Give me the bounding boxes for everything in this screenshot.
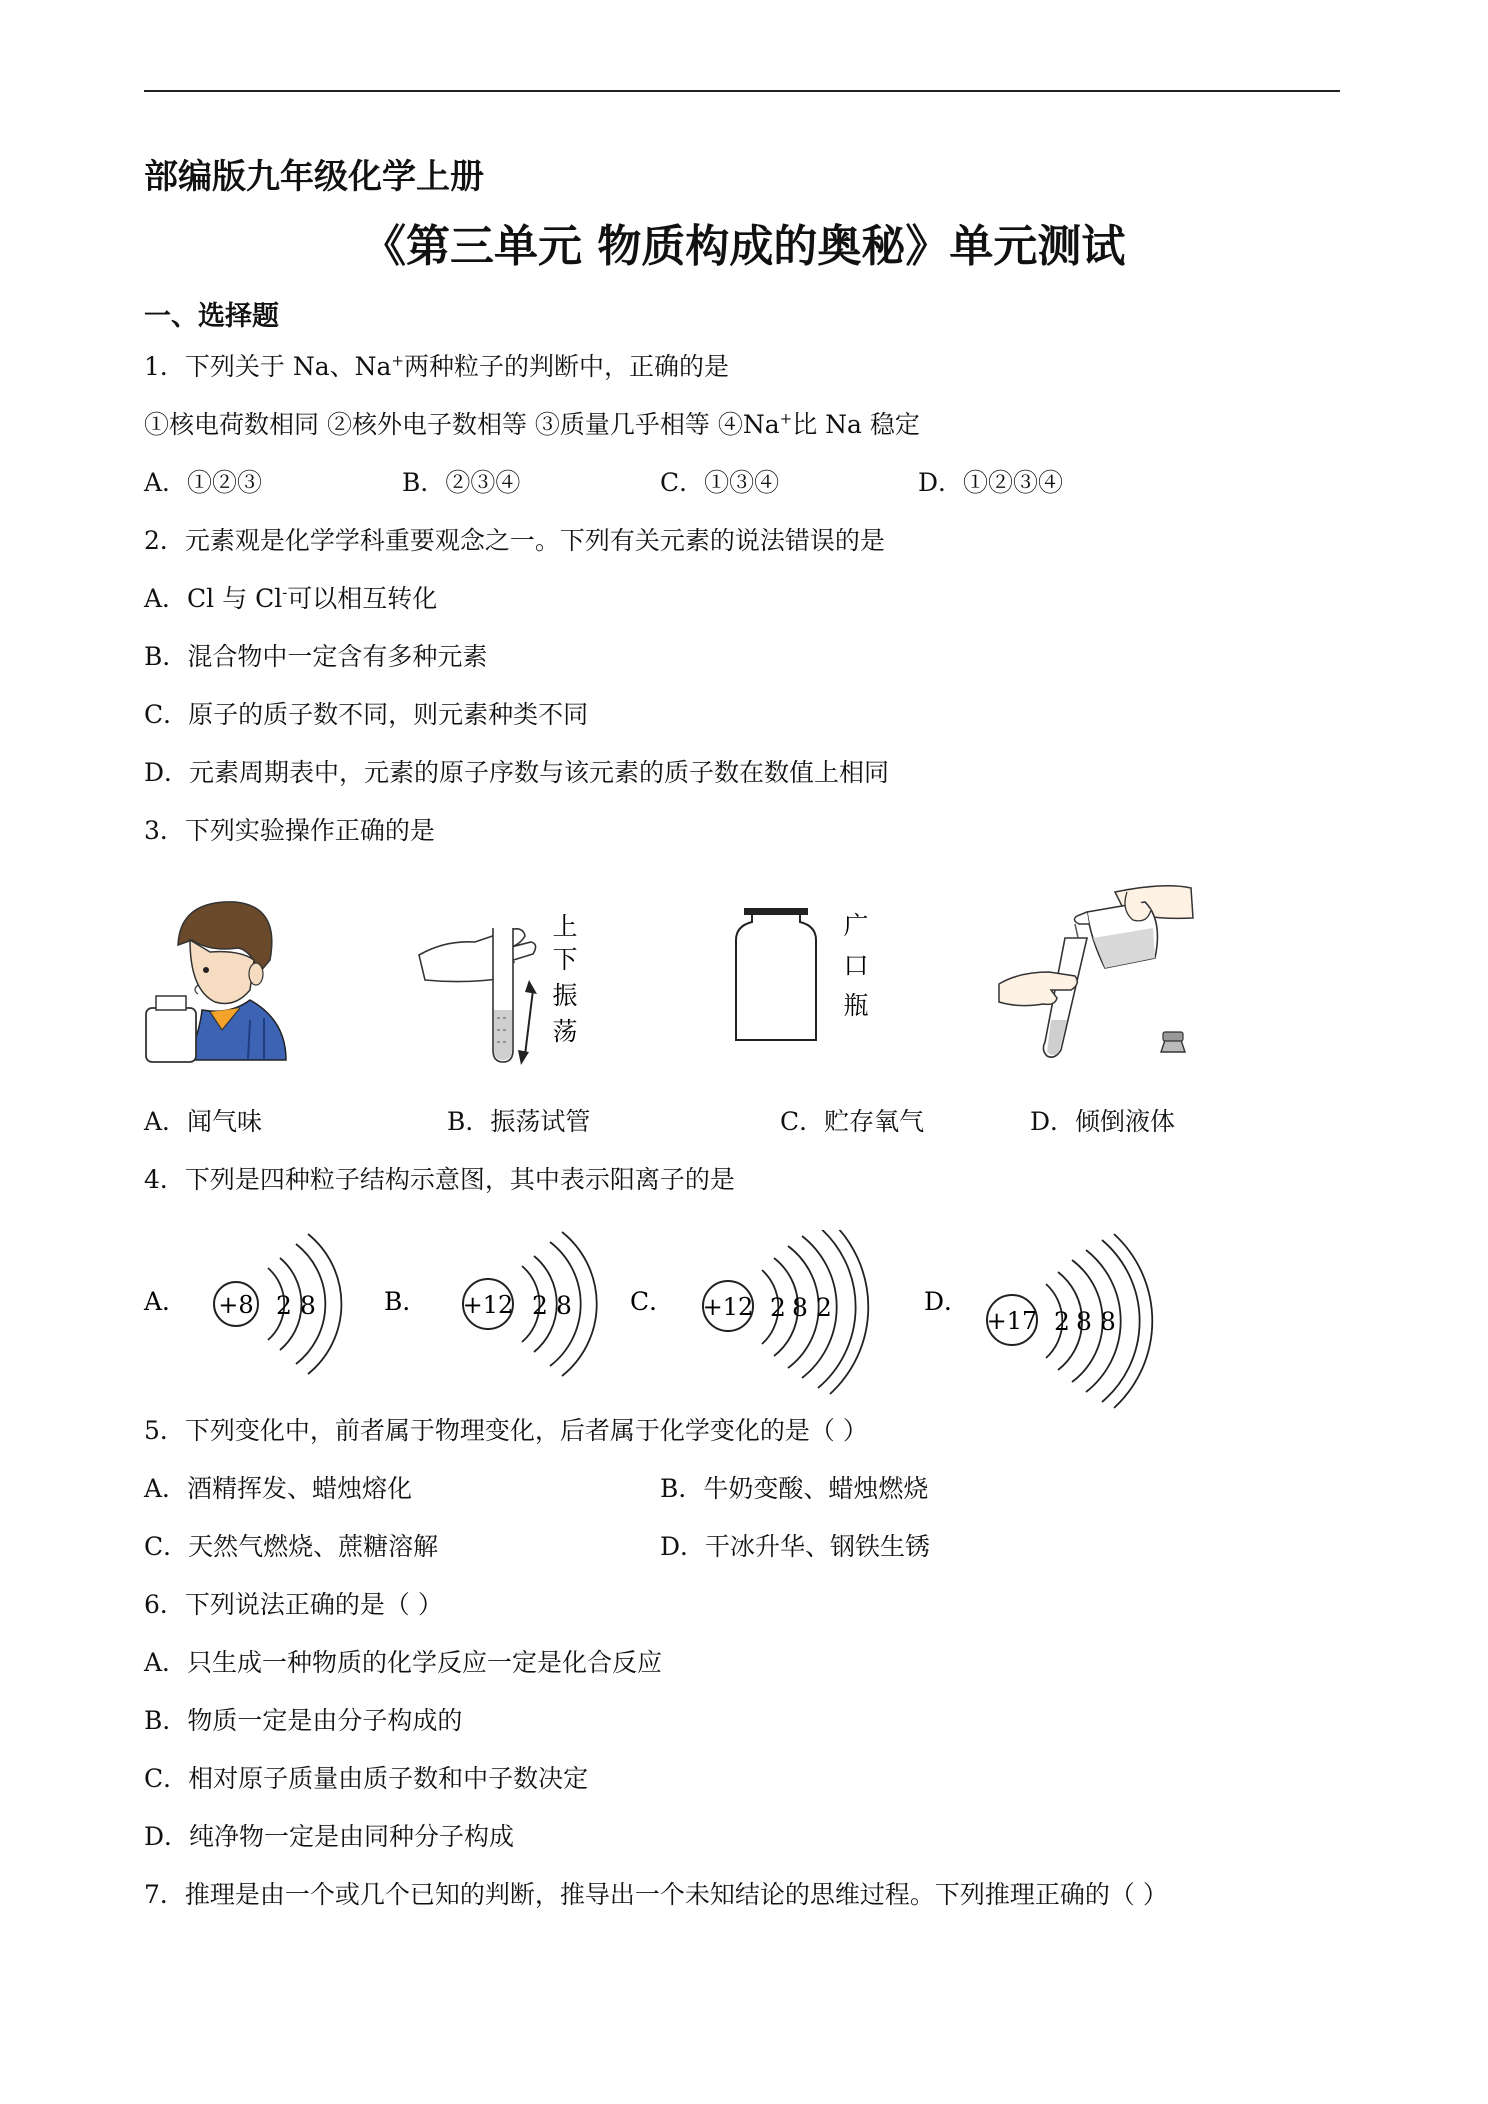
q5-option-a: A．酒精挥发、蜡烛熔化: [144, 1474, 413, 1503]
q3-option-b: B．振荡试管: [447, 1107, 591, 1136]
question-1-statements: [144, 408, 920, 442]
q2-option-a: [144, 582, 437, 616]
q2-option-b: B．混合物中一定含有多种元素: [144, 642, 488, 671]
nucleus-c-charge: +12: [702, 1293, 754, 1321]
q5-option-c: C．天然气燃烧、蔗糖溶解: [144, 1532, 439, 1561]
swing-label: 荡: [552, 1017, 578, 1046]
question-5-stem: 5．下列变化中，前者属于物理变化，后者属于化学变化的是（ ）: [144, 1416, 868, 1445]
unit-title: 《第三单元 物质构成的奥秘》单元测试: [362, 221, 1126, 272]
q4-option-b-letter: B．: [384, 1287, 428, 1316]
q1-option-a: A．①②③: [144, 468, 263, 497]
shell-d-3: 8: [1100, 1307, 1116, 1336]
shake-label: 振: [552, 981, 578, 1010]
q4-option-a-letter: A．: [144, 1287, 188, 1316]
section-heading: 一、选择题: [144, 301, 279, 332]
q1-option-b: B．②③④: [402, 468, 521, 497]
q3-option-c: C．贮存氧气: [780, 1107, 925, 1136]
header-rule: [144, 90, 1340, 92]
smelling-figure: [140, 890, 290, 1065]
nucleus-b-charge: +12: [462, 1291, 514, 1319]
atomic-structure-diagrams: [130, 1230, 1180, 1410]
q2-option-a-part: 可以相互转化: [287, 584, 438, 613]
shell-c-1: 2: [770, 1293, 786, 1322]
shell-b-1: 2: [532, 1291, 548, 1320]
q2-option-c: C．原子的质子数不同，则元素种类不同: [144, 700, 589, 729]
shell-a-1: 2: [276, 1291, 292, 1320]
up-label: 上: [552, 912, 578, 941]
question-2-stem: 2．元素观是化学学科重要观念之一。下列有关元素的说法错误的是: [144, 526, 885, 555]
wide-label: 广: [843, 911, 869, 940]
q3-option-a: A．闻气味: [144, 1107, 263, 1136]
shaking-tube-figure: [415, 900, 595, 1070]
q2-option-d: D．元素周期表中，元素的原子序数与该元素的质子数在数值上相同: [144, 758, 890, 787]
down-label: 下: [552, 945, 578, 974]
q1-statements-part: ①核电荷数相同 ②核外电子数相等 ③质量几乎相等 ④Na: [144, 410, 780, 439]
q4-option-c-letter: C．: [630, 1287, 675, 1316]
shell-d-1: 2: [1054, 1307, 1070, 1336]
q1-option-c: C．①③④: [660, 468, 780, 497]
superscript: +: [391, 351, 404, 370]
question-7-stem: 7．推理是由一个或几个已知的判断，推导出一个未知结论的思维过程。下列推理正确的（ ）: [144, 1880, 1168, 1909]
q1-statements-part: 比 Na 稳定: [792, 410, 920, 439]
mouth-label: 口: [843, 951, 869, 980]
q6-option-a: A．只生成一种物质的化学反应一定是化合反应: [144, 1648, 663, 1677]
q5-option-b: B．牛奶变酸、蜡烛燃烧: [660, 1474, 929, 1503]
q2-option-a-part: A．Cl 与 Cl: [144, 584, 283, 613]
shell-a-2: 8: [300, 1291, 316, 1320]
question-4-stem: 4．下列是四种粒子结构示意图，其中表示阳离子的是: [144, 1165, 735, 1194]
superscript: -: [282, 583, 288, 602]
q1-option-d: D．①②③④: [918, 468, 1064, 497]
q1-stem-part: 1．下列关于 Na、Na: [144, 352, 392, 381]
nucleus-d-charge: +17: [986, 1307, 1038, 1335]
wide-mouth-bottle-figure: [730, 900, 890, 1050]
bottle-label: 瓶: [843, 991, 869, 1020]
shell-b-2: 8: [556, 1291, 572, 1320]
q4-option-d-letter: D．: [924, 1287, 970, 1316]
q6-option-d: D．纯净物一定是由同种分子构成: [144, 1822, 515, 1851]
q6-option-b: B．物质一定是由分子构成的: [144, 1706, 463, 1735]
nucleus-a-charge: +8: [218, 1291, 254, 1319]
question-1-stem: [144, 350, 729, 384]
q3-option-d: D．倾倒液体: [1030, 1107, 1176, 1136]
series-title: 部编版九年级化学上册: [144, 157, 484, 197]
shell-d-2: 8: [1076, 1307, 1092, 1336]
shell-c-2: 8: [792, 1293, 808, 1322]
shell-c-3: 2: [816, 1293, 832, 1322]
q6-option-c: C．相对原子质量由质子数和中子数决定: [144, 1764, 589, 1793]
question-6-stem: 6．下列说法正确的是（ ）: [144, 1590, 443, 1619]
pouring-liquid-figure: [995, 880, 1215, 1075]
q1-stem-part: 两种粒子的判断中，正确的是: [404, 352, 730, 381]
q5-option-d: D．干冰升华、钢铁生锈: [660, 1532, 931, 1561]
superscript: +: [779, 409, 793, 428]
question-3-stem: 3．下列实验操作正确的是: [144, 816, 435, 845]
